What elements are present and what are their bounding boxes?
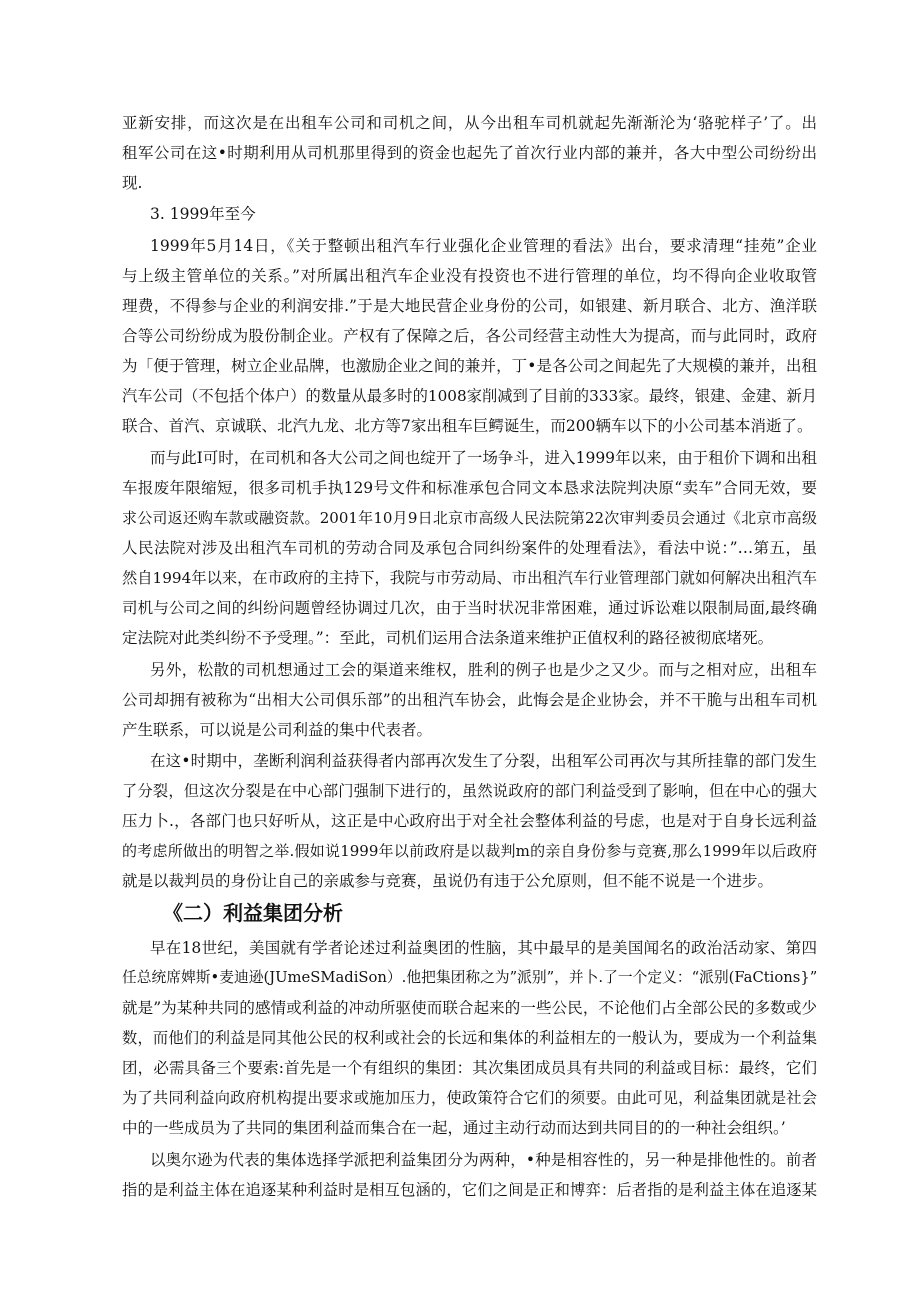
- text-line: 在这•时期中，垄断利润利益获得者内部再次发生了分裂，出租军公司再次与其所挂靠的部门发生: [150, 752, 817, 770]
- text-line: 亚新安排，而这次是在出租车公司和司机之间，从今出租车司机就起先渐渐沦为‘骆驼样子’了。出: [122, 114, 817, 132]
- text-line: 任总统席婢斯•麦迪逊(JUmeSMadiSon）.他把集团称之为”派别”，并卜.了一个定义：“派别(FaCtions}”: [122, 969, 817, 986]
- text-line: 产生联系，可以说是公司利益的集中代表者。: [122, 721, 433, 739]
- text-line: 指的是利益主体在追逐某种利益时是相互包涵的，它们之间是正和博弈：后者指的是利益主体在追逐某: [122, 1181, 817, 1199]
- text-line: 合等公司纷纷成为股份制企业。产权有了保障之后，各公司经营主动性大为提高，而与此同时，政府: [122, 327, 817, 345]
- text-line: 另外，松散的司机想通过工会的渠道来维权，胜利的例子也是少之又少。而与之相对应，出租车: [150, 661, 817, 679]
- text-line: 定法院对此类纠纷不予受理。”：至此，司机们运用合法条道来维护正值权利的路径被彻底堵死。: [122, 629, 774, 647]
- text-line: 为「便于管理，树立企业品牌，也激励企业之间的兼并，丁•是各公司之间起先了大规模的兼并，出租: [122, 357, 817, 375]
- text-line: 而与此I可时，在司机和各大公司之间也绽开了一场争斗，进入1999年以来，由于租价下调和出租: [150, 449, 817, 467]
- text-line: 以奥尔逊为代表的集体选择学派把利益集团分为两种，•种是相容性的，另一种是排他性的。前者: [150, 1151, 817, 1169]
- text-line: 公司却拥有被称为“出相大公司俱乐部”的出租汽车协会，此悔会是企业协会，并不干脆与出租车司机: [122, 691, 817, 709]
- text-line: 理费，不得参与企业的利润安排.”于是大地民营企业身份的公司，如银建、新月联合、北方、渔洋联: [122, 297, 817, 315]
- text-line: 人民法院对涉及出租汽车司机的劳动合同及承包合同纠纷案件的处理看法》，看法中说：”…第五，虽: [122, 539, 817, 557]
- text-line: 然自1994年以来，在市政府的主持下，我院与市劳动局、市出租汽车行业管理部门就如何解决出租汽车: [122, 569, 817, 587]
- text-line: 就是”为某种共同的感情或利益的冲动所驱使而联合起来的一些公民，不论他们占全部公民的多数或少: [122, 999, 817, 1017]
- text-line: 1999年5月14日，《关于整顿出租汽车行业强化企业管理的看法》出台，要求清理“挂苑”企业: [150, 237, 817, 255]
- text-line: 汽车公司（不包括个体户）的数量从最多时的1008家削减到了目前的333家。最终，银建、金建、新月: [122, 387, 817, 405]
- text-line: 为了共同利益向政府机构提出要求或施加压力，使政策符合它们的须要。由此可见，利益集团就是社会: [122, 1089, 817, 1107]
- section-3-title: 3. 1999年至今: [150, 205, 256, 223]
- text-line: 车报废年限缩短，很多司机手执129号文件和标准承包合同文本恳求法院判决原“卖车”合同无效，要: [122, 479, 817, 497]
- text-line: 中的一些成员为了共同的集团利益而集合在一起，通过主动行动而达到共同目的的一种社会组织。’: [122, 1119, 786, 1137]
- section-heading: 《二）利益集团分析: [163, 901, 343, 925]
- text-line: 租军公司在这•时期利用从司机那里得到的资金也起先了首次行业内部的兼并，各大中型公司纷纷出: [122, 144, 817, 162]
- text-line: 压力卜.，各部门也只好听从，这正是中心政府出于对全社会整体利益的号虑，也是对于自身长远利益: [122, 812, 817, 830]
- text-line: 了分裂，但这次分裂是在中心部门强制下进行的，虽然说政府的部门利益受到了影响，但在中心的强大: [122, 782, 817, 800]
- text-line: 团，必需具备三个要索:首先是一个有组织的集团：其次集团成员具有共同的利益或目标：最终，它们: [122, 1059, 817, 1077]
- text-line: 早在18世纪，美国就有学者论述过利益奥团的性脑，其中最早的是美国闻名的政治活动家、第四: [150, 939, 817, 957]
- text-line: 司机与公司之间的纠纷问题曾经协调过几次，由于当时状况非常困难，通过诉讼难以限制局面,最终确: [122, 599, 817, 617]
- text-line: 就是以裁判员的身份让自己的亲戚参与竞赛，虽说仍有违于公允原则，但不能不说是一个进步。: [122, 872, 774, 890]
- text-line: 的考虑所做出的明智之举.假如说1999年以前政府是以裁判m的亲自身份参与竞赛,那么1999年以后政府: [122, 842, 817, 860]
- text-line: 现.: [122, 174, 143, 192]
- text-line: 数，而他们的利益是同其他公民的权利或社会的长远和集体的利益相左的一般认为，要成为一个利益集: [122, 1029, 817, 1047]
- text-line: 联合、首汽、京诚联、北汽九龙、北方等7家出租车巨鳄诞生，而200辆车以下的小公司基本消逝了。: [122, 417, 813, 435]
- text-line: 与上级主管单位的关系。”对所属出租汽车企业没有投资也不进行管理的单位，均不得向企业收取管: [122, 267, 817, 285]
- text-line: 求公司返还购车款或融资款。2001年10月9日北京市高级人民法院第22次审判委员会通过《北京市高级: [122, 509, 817, 527]
